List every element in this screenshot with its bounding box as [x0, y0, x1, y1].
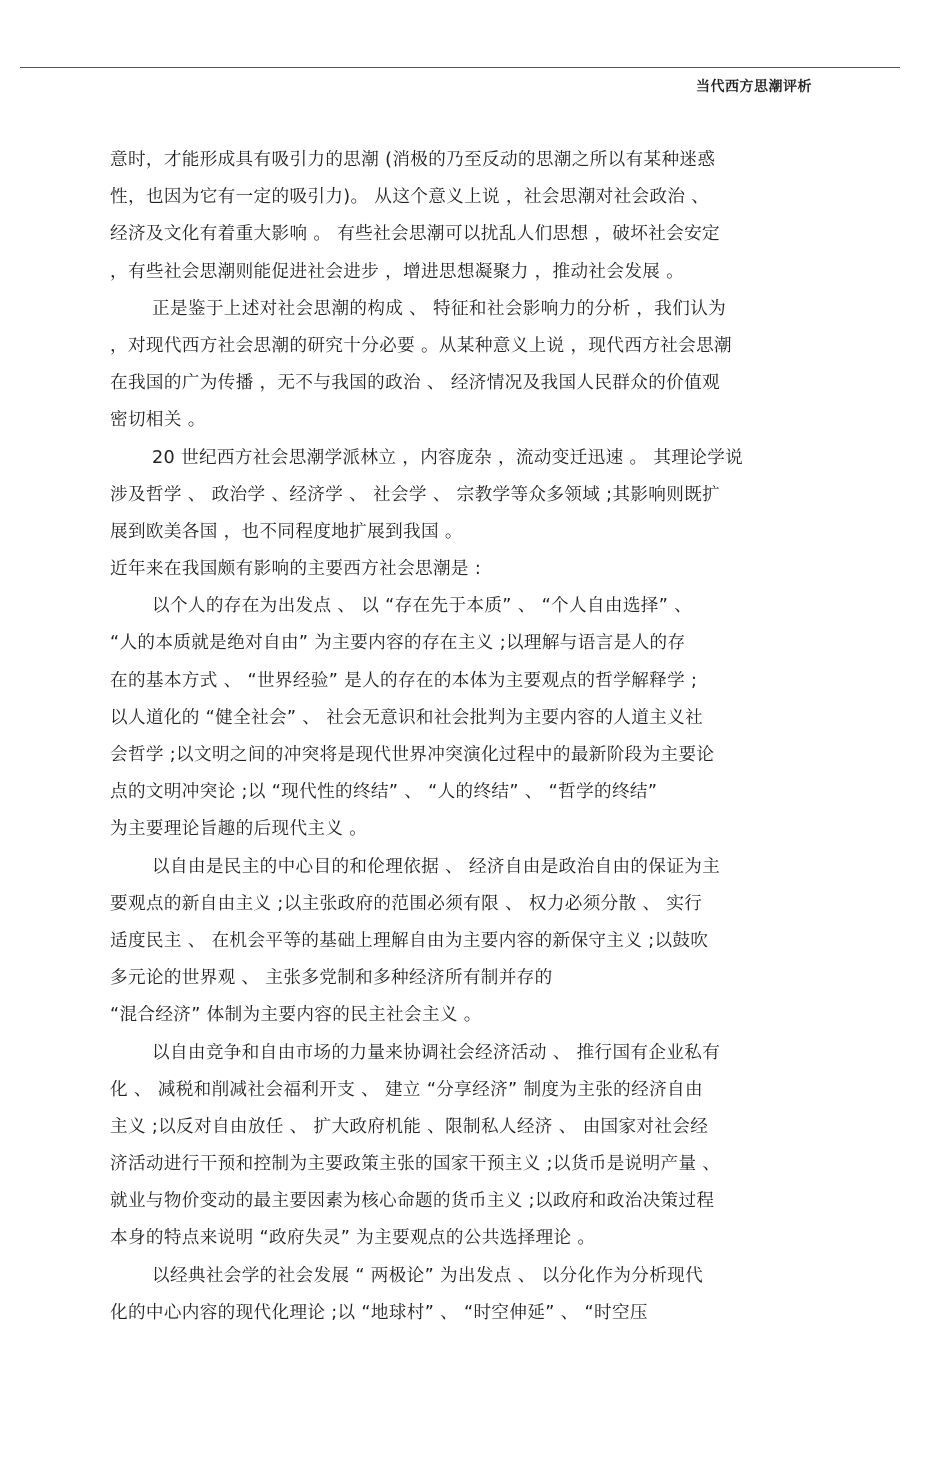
- text-line: 以人道化的 “健全社会” 、 社会无意识和社会批判为主要内容的人道主义社: [110, 707, 704, 728]
- text-line: 要观点的新自由主义 ;以主张政府的范围必须有限 、 权力必须分散 、 实行: [110, 893, 703, 914]
- text-line: 适度民主 、 在机会平等的基础上理解自由为主要内容的新保守主义 ;以鼓吹: [110, 930, 709, 951]
- text-line: 为主要理论旨趣的后现代主义 。: [110, 819, 368, 840]
- text-line: 会哲学 ;以文明之间的冲突将是现代世界冲突演化过程中的最新阶段为主要论: [110, 745, 715, 765]
- text-line: 正是鉴于上述对社会思潮的构成 、 特征和社会影响力的分析 ，我们认为: [152, 298, 727, 319]
- text-line: 密切相关 。: [110, 410, 206, 431]
- text-line: 主义 ;以反对自由放任 、 扩大政府机能 、限制私人经济 、 由国家对社会经: [110, 1116, 709, 1137]
- text-line: 以个人的存在为出发点 、 以 “存在先于本质” 、 “个人自由选择” 、: [152, 596, 693, 617]
- text-line: ，有些社会思潮则能促进社会进步 ，增进思想凝聚力 ，推动社会发展 。: [110, 261, 685, 282]
- text-line: 化的中心内容的现代化理论 ;以 “地球村” 、 “时空伸延” 、 “时空压: [110, 1302, 648, 1323]
- text-line: 在的基本方式 、 “世界经验” 是人的存在的本体为主要观点的哲学解释学 ;: [110, 670, 698, 691]
- text-line: 意时，才能形成具有吸引力的思潮 (消极的乃至反动的思潮之所以有某种迷惑: [110, 150, 716, 170]
- text-line: ，对现代西方社会思潮的研究十分必要 。从某种意义上说 ，现代西方社会思潮: [110, 335, 732, 356]
- text-line: 化 、 减税和削减社会福利开支 、 建立 “分享经济” 制度为主张的经济自由: [110, 1079, 703, 1100]
- text-line: “混合经济” 体制为主要内容的民主社会主义 。: [110, 1005, 482, 1026]
- text-line: 以自由是民主的中心目的和伦理依据 、 经济自由是政治自由的保证为主: [152, 856, 721, 877]
- text-line: 济活动进行干预和控制为主要政策主张的国家干预主义 ;以货币是说明产量 、: [110, 1154, 721, 1175]
- text-line: 多元论的世界观 、 主张多党制和多种经济所有制并存的: [110, 968, 553, 989]
- running-head-title: 当代西方思潮评析: [696, 79, 812, 95]
- text-line: “人的本质就是绝对自由” 为主要内容的存在主义 ;以理解与语言是人的存: [110, 633, 686, 654]
- text-line: 就业与物价变动的最主要因素为核心命题的货币主义 ;以政府和政治决策过程: [110, 1191, 715, 1212]
- text-line: 点的文明冲突论 ;以 “现代性的终结” 、 “人的终结” 、 “哲学的终结”: [110, 782, 658, 803]
- text-line: 20 世纪西方社会思潮学派林立 ，内容庞杂 ，流动变迁迅速 。 其理论学说: [152, 447, 744, 468]
- text-line: 在我国的广为传播 ，无不与我国的政治 、 经济情况及我国人民群众的价值观: [110, 373, 720, 394]
- text-line: 涉及哲学 、 政治学 、经济学 、 社会学 、 宗教学等众多领域 ;其影响则既扩: [110, 484, 721, 505]
- text-line: 经济及文化有着重大影响 。 有些社会思潮可以扰乱人们思想 ，破坏社会安定: [110, 224, 720, 245]
- text-line: 以经典社会学的社会发展 “ 两极论” 为出发点 、 以分化作为分析现代: [152, 1265, 704, 1286]
- text-line: 性，也因为它有一定的吸引力)。 从这个意义上说 ，社会思潮对社会政治 、: [110, 187, 710, 208]
- text-line: 展到欧美各国 ，也不同程度地扩展到我国 。: [110, 521, 463, 542]
- document-body: [110, 142, 838, 1332]
- header-rule: [20, 67, 900, 68]
- text-line: 近年来在我国颇有影响的主要西方社会思潮是 :: [110, 559, 482, 580]
- text-line: 以自由竞争和自由市场的力量来协调社会经济活动 、 推行国有企业私有: [152, 1042, 721, 1063]
- text-line: 本身的特点来说明 “政府失灵” 为主要观点的公共选择理论 。: [110, 1228, 596, 1249]
